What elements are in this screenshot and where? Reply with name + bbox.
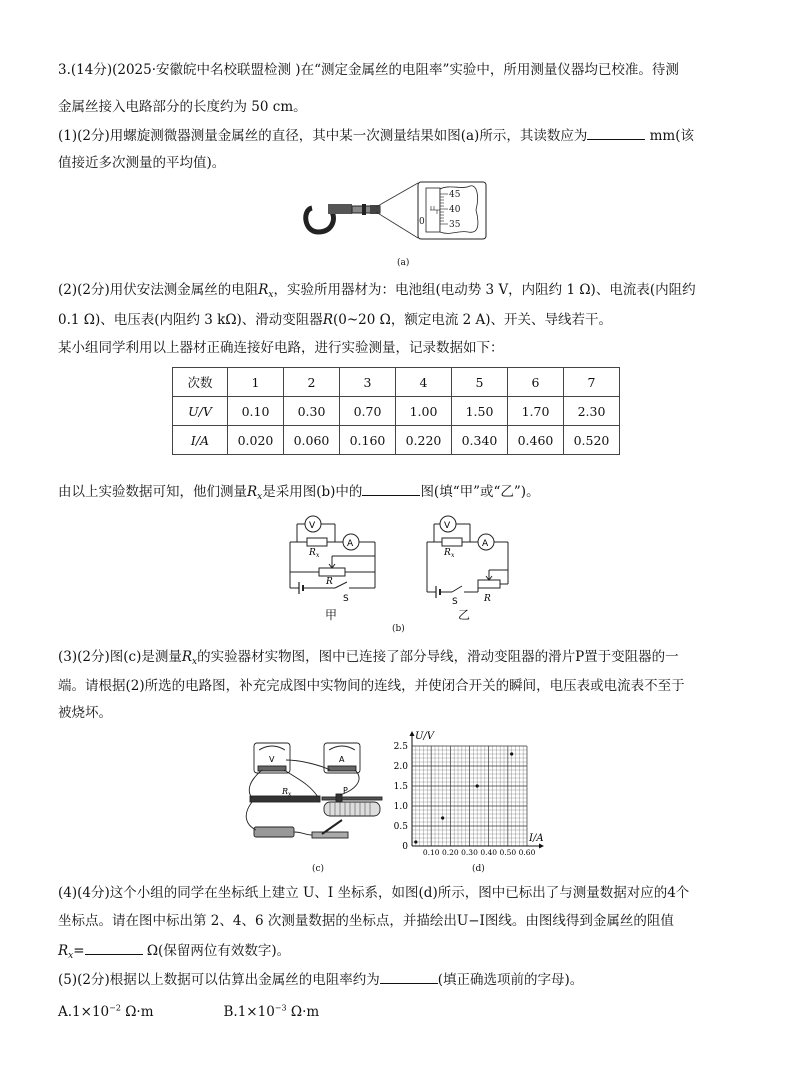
y-axis-label: U/V xyxy=(415,731,435,742)
table-cell: 0.30 xyxy=(284,397,340,426)
apparatus-figure xyxy=(240,740,390,850)
resistor-rx-bar xyxy=(250,796,320,802)
voltmeter-label: V xyxy=(444,521,451,531)
symbol-x-sub: x xyxy=(192,657,198,667)
micrometer-ratchet xyxy=(370,205,380,214)
y-tick-label: 1.0 xyxy=(393,802,408,812)
symbol-r: R xyxy=(322,312,333,328)
x-axis-arrow xyxy=(539,844,544,849)
equals-sign: = xyxy=(73,943,85,959)
slider-p-label: P xyxy=(343,786,348,795)
table-cell: 0.10 xyxy=(228,397,284,426)
voltmeter-label: V xyxy=(309,521,316,531)
table-cell: 7 xyxy=(564,368,620,397)
rheostat-slider xyxy=(336,794,342,802)
answer-blank-2[interactable] xyxy=(362,481,420,496)
part3-text-b: 的实验器材实物图，图中已连接了部分导线，滑动变阻器的滑片P置于变阻器的一 xyxy=(197,649,679,665)
data-point xyxy=(414,840,417,843)
symbol-x-sub: x xyxy=(257,492,263,502)
part4-text-c: Ω(保留两位有效数字)。 xyxy=(142,943,291,959)
rheostat-body xyxy=(324,802,380,816)
y-tick-label: 2.0 xyxy=(393,762,408,772)
data-table xyxy=(172,367,620,455)
part2-text-b: ，实验所用器材为：电池组(电动势 3 V，内阻约 1 Ω)、电流表(内阻约 xyxy=(273,282,696,298)
y-tick-label: 2.5 xyxy=(393,742,408,752)
ammeter-label: A xyxy=(339,755,345,764)
figure-a-caption: (a) xyxy=(397,258,410,268)
symbol-x-sub: x xyxy=(68,951,74,961)
option-b-unit: Ω·m xyxy=(286,1003,320,1020)
scale-label-zero: 0 xyxy=(419,217,425,227)
rx-sub-label: x xyxy=(451,552,455,559)
answer-blank-4[interactable] xyxy=(380,969,438,984)
x-tick-label: 0.30 xyxy=(461,848,478,857)
option-a-exponent: −2 xyxy=(109,1003,121,1012)
ammeter-label: A xyxy=(347,539,354,549)
part1-unit: mm(该 xyxy=(645,128,694,144)
part3-line-2: 端。请根据(2)所选的电路图，补充完成图中实物间的连线，并使闭合开关的瞬间，电压表或电流表不至于 xyxy=(58,678,685,694)
rheostat-rail xyxy=(322,797,382,800)
figure-d-caption: (d) xyxy=(472,864,485,874)
table-header-i: I/A xyxy=(173,426,228,455)
table-cell: 1.70 xyxy=(508,397,564,426)
switch-base xyxy=(312,832,348,838)
part1-text: (1)(2分)用螺旋测微器测量金属丝的直径，其中某一次测量结果如图(a)所示，其读数应为 xyxy=(58,128,588,144)
symbol-r: R xyxy=(247,484,258,500)
part1-line-2: 值接近多次测量的平均值)。 xyxy=(58,155,226,171)
part2-text-c: 0.1 Ω)、电压表(内阻约 3 kΩ)、滑动变阻器 xyxy=(58,312,323,328)
part4-line-2: 坐标点。请在图中标出第 2、4、6 次测量数据的坐标点，并描绘出U−I图线。由图线得到金属丝的阻值 xyxy=(58,913,674,929)
table-header-count: 次数 xyxy=(173,368,228,397)
table-header-u: U/V xyxy=(173,397,228,426)
part2-text-g: 是采用图(b)中的 xyxy=(262,484,363,500)
table-cell: 0.460 xyxy=(508,426,564,455)
table-cell: 0.520 xyxy=(564,426,620,455)
part4-line-3 xyxy=(58,940,290,966)
micrometer-lock xyxy=(362,204,366,215)
table-cell: 0.70 xyxy=(340,397,396,426)
circuit-yi-label: 乙 xyxy=(458,608,471,622)
part2-text-a: (2)(2分)用伏安法测金属丝的电阻 xyxy=(58,282,259,298)
table-cell: 2 xyxy=(284,368,340,397)
answer-blank-3[interactable] xyxy=(85,940,143,955)
intro-line-2: 金属丝接入电路部分的长度约为 50 cm。 xyxy=(58,99,307,115)
part4-line-1: (4)(4分)这个小组的同学在坐标纸上建立 U、I 坐标系，如图(d)所示，图中已标出了与测量数据对应的4个 xyxy=(58,885,690,901)
symbol-x-sub: x xyxy=(268,290,274,300)
part2-line-2 xyxy=(58,310,612,330)
scale-label-40: 40 xyxy=(449,205,461,215)
circuit-jia xyxy=(285,512,380,602)
switch-label: S xyxy=(343,594,349,604)
y-tick-label: 1.5 xyxy=(393,782,408,792)
rx-label: R xyxy=(309,548,316,558)
x-tick-label: 0.50 xyxy=(499,848,517,857)
symbol-r: R xyxy=(58,943,69,959)
intro-line-1: 3.(14分)(2025·安徽皖中名校联盟检测 )在“测定金属丝的电阻率”实验中，所用测量仪器均已校准。待测 xyxy=(58,62,679,78)
scale-label-35: 35 xyxy=(449,220,461,230)
table-cell: 0.340 xyxy=(452,426,508,455)
part2-text-d: (0~20 Ω，额定电流 2 A)、开关、导线若干。 xyxy=(332,312,613,328)
part3-line-3: 被烧坏。 xyxy=(58,705,112,721)
zoom-line-bottom xyxy=(376,212,418,238)
table-row-u xyxy=(173,397,620,426)
y-tick-label: 0 xyxy=(402,842,408,852)
x-tick-label: 0.20 xyxy=(441,848,459,857)
table-cell: 1.50 xyxy=(452,397,508,426)
data-point xyxy=(476,784,479,787)
options-line xyxy=(58,998,319,1022)
table-cell: 1.00 xyxy=(396,397,452,426)
option-a-unit: Ω·m xyxy=(120,1003,154,1020)
table-cell: 2.30 xyxy=(564,397,620,426)
part2-question-line xyxy=(58,481,540,507)
data-point xyxy=(510,752,513,755)
part5-text-b: (填正确选项前的字母)。 xyxy=(437,972,584,988)
rx-label: R xyxy=(282,787,289,796)
switch-label: S xyxy=(452,597,458,607)
option-a-text: A.1×10 xyxy=(58,1003,110,1020)
data-point xyxy=(441,816,444,819)
option-b[interactable] xyxy=(224,1004,320,1020)
circuit-jia-label: 甲 xyxy=(325,608,338,622)
rx-sub-label: x xyxy=(288,791,292,798)
rx-label: R xyxy=(444,548,451,558)
figure-b-caption: (b) xyxy=(392,624,405,634)
x-tick-label: 0.10 xyxy=(422,848,440,857)
figure-c-caption: (c) xyxy=(312,864,325,874)
y-tick-label: 0.5 xyxy=(393,822,408,832)
option-b-text: B.1×10 xyxy=(223,1003,275,1020)
rx-sub-label: x xyxy=(316,552,320,559)
part5-text-a: (5)(2分)根据以上数据可以估算出金属丝的电阻率约为 xyxy=(58,972,380,988)
symbol-r: R xyxy=(181,649,193,665)
answer-blank-1[interactable] xyxy=(587,125,645,140)
circuit-yi xyxy=(422,514,517,607)
table-cell: 4 xyxy=(396,368,452,397)
symbol-r: R xyxy=(258,282,269,298)
table-row-count xyxy=(173,368,620,397)
option-b-exponent: −3 xyxy=(274,1003,287,1012)
part2-text-h: 图(填“甲”或“乙”)。 xyxy=(420,484,540,500)
table-cell: 1 xyxy=(228,368,284,397)
micrometer-figure xyxy=(300,180,490,242)
voltmeter-label: V xyxy=(269,755,275,764)
table-cell: 3 xyxy=(340,368,396,397)
ammeter-label: A xyxy=(482,539,489,549)
u-i-chart xyxy=(392,733,572,865)
part2-line-1 xyxy=(58,280,696,305)
micrometer-anvil xyxy=(328,204,352,214)
y-axis-arrow xyxy=(410,731,415,736)
part5-line xyxy=(58,969,583,990)
part1-line-1 xyxy=(58,125,694,146)
zoom-line-top xyxy=(376,183,418,207)
rheostat-label: R xyxy=(326,577,333,587)
x-tick-label: 0.40 xyxy=(480,848,498,857)
table-cell: 6 xyxy=(508,368,564,397)
part3-text-a: (3)(2分)图(c)是测量 xyxy=(58,649,182,665)
x-tick-label: 0.60 xyxy=(518,848,536,857)
battery-box xyxy=(254,827,294,837)
table-cell: 5 xyxy=(452,368,508,397)
part2-text-f: 由以上实验数据可知，他们测量 xyxy=(58,484,247,500)
part3-line-1 xyxy=(58,647,679,672)
x-axis-label: I/A xyxy=(529,833,544,844)
table-row-i xyxy=(173,426,620,455)
scale-label-45: 45 xyxy=(449,190,461,200)
table-cell: 0.020 xyxy=(228,426,284,455)
part2-line-3: 某小组同学利用以上器材正确连接好电路，进行实验测量，记录数据如下： xyxy=(58,340,504,356)
table-cell: 0.220 xyxy=(396,426,452,455)
option-a[interactable] xyxy=(58,1004,154,1020)
rheostat-label: R xyxy=(484,594,491,604)
table-cell: 0.060 xyxy=(284,426,340,455)
table-cell: 0.160 xyxy=(340,426,396,455)
